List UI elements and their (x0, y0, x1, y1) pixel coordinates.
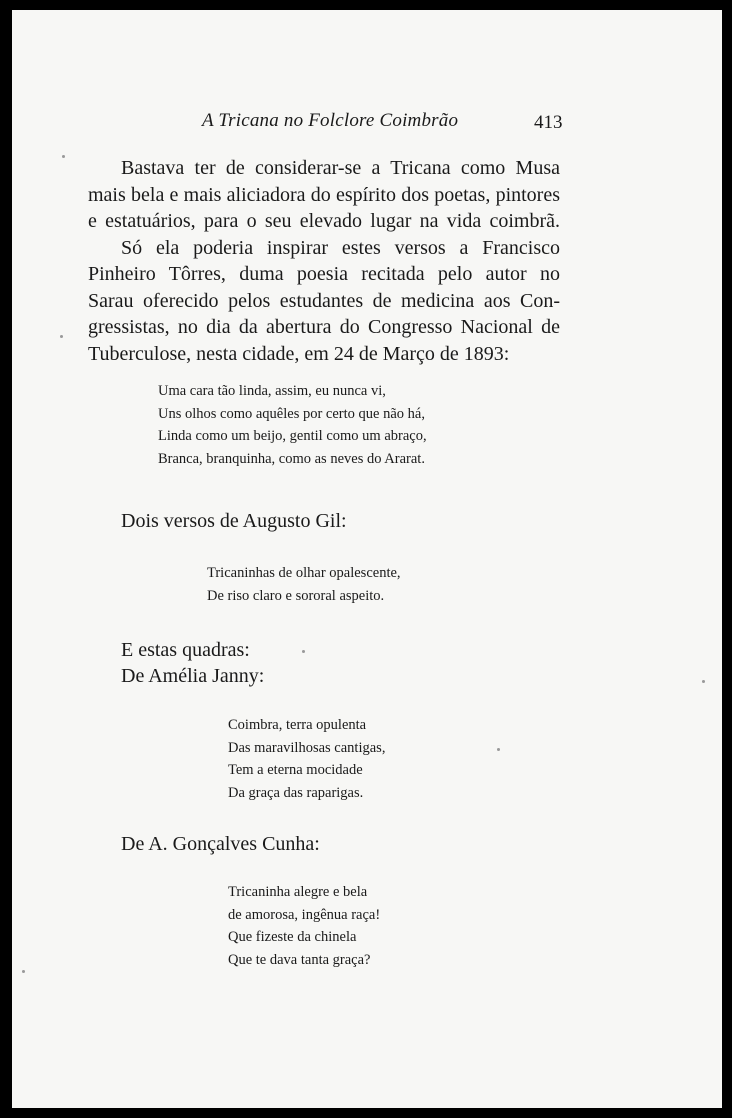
paragraph-1-line: Bastava ter de considerar-se a Tricana como Musa (121, 157, 560, 179)
verse-line: Tricaninha alegre e bela (228, 884, 368, 900)
verse-cunha (228, 881, 380, 971)
label-goncalves-cunha: De A. Gonçalves Cunha: (121, 833, 320, 855)
paragraph-2-line: gressistas, no dia da abertura do Congresso Nacional de (88, 316, 560, 338)
scan-speck (60, 335, 63, 338)
running-title: A Tricana no Folclore Coimbrão (202, 110, 459, 131)
paragraph-2-line: Pinheiro Tôrres, duma poesia recitada pelo autor no (88, 263, 560, 285)
prose-body (88, 155, 560, 367)
verse-line: Tem a eterna mocidade (228, 762, 363, 778)
scan-speck (497, 748, 500, 751)
verse-line: Que fizeste da chinela (228, 929, 357, 945)
scan-speck (702, 680, 705, 683)
scan-speck (302, 650, 305, 653)
paragraph-2-line: Sarau oferecido pelos estudantes de medicina aos Con- (88, 289, 560, 312)
verse-line: Uns olhos como aquêles por certo que não há, (158, 405, 425, 422)
verse-line: Coimbra, terra opulenta (228, 717, 367, 733)
label-augusto-gil: Dois versos de Augusto Gil: (121, 510, 347, 532)
verse-line: Das maravilhosas cantigas, (228, 739, 386, 756)
book-page (12, 10, 722, 1108)
verse-line: de amorosa, ingênua raça! (228, 906, 381, 923)
page-number: 413 (534, 112, 563, 133)
verse-janny (228, 714, 385, 804)
verse-line: Que te dava tanta graça? (228, 951, 371, 968)
verse-line: De riso claro e sororal aspeito. (207, 587, 385, 604)
label-quadras: E estas quadras: (121, 639, 250, 661)
paragraph-1-line: mais bela e mais aliciadora do espírito dos poetas, pintores (88, 183, 560, 206)
verse-line: Linda como um beijo, gentil como um abraço, (158, 428, 427, 444)
paragraph-2-line: Tuberculose, nesta cidade, em 24 de Março de 1893: (88, 342, 510, 365)
scan-speck (22, 970, 25, 973)
verse-line: Tricaninhas de olhar opalescente, (207, 565, 401, 581)
paragraph-1-line: e estatuários, para o seu elevado lugar na vida coimbrã. (88, 210, 560, 232)
paragraph-2-line: Só ela poderia inspirar estes versos a Francisco (121, 236, 560, 259)
scan-speck (62, 155, 65, 158)
verse-gil (207, 562, 401, 607)
verse-torres (158, 380, 427, 470)
label-amelia-janny: De Amélia Janny: (121, 665, 265, 687)
verse-line: Branca, branquinha, como as neves do Ararat. (158, 450, 425, 467)
verse-line: Uma cara tão linda, assim, eu nunca vi, (158, 383, 386, 399)
verse-line: Da graça das raparigas. (228, 784, 364, 801)
